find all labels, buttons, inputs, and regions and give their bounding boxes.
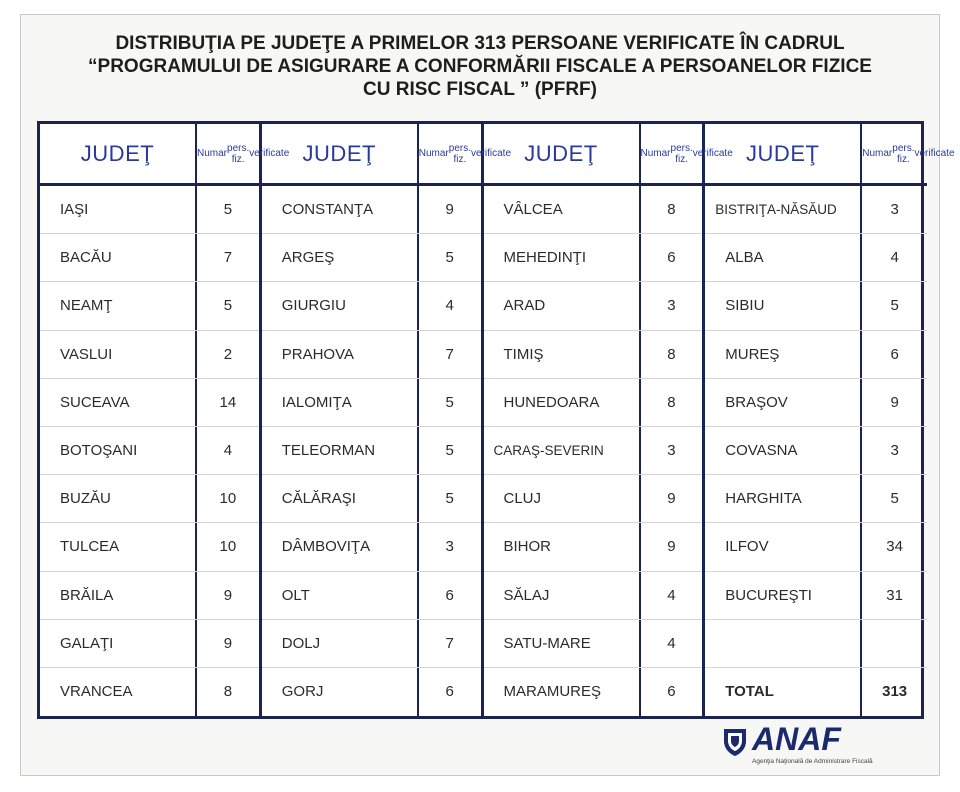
county-name: BIHOR <box>484 523 641 570</box>
county-name: DOLJ <box>262 620 419 667</box>
table-row <box>40 572 259 620</box>
table-row <box>40 475 259 523</box>
verified-count: 4 <box>445 297 454 315</box>
verified-count: 5 <box>445 393 454 411</box>
table-row <box>705 427 927 475</box>
county-name: BOTOŞANI <box>40 427 197 474</box>
group-rows <box>484 186 703 716</box>
verified-count: 5 <box>890 297 899 315</box>
county-name: GIURGIU <box>262 282 419 329</box>
county-name: BUZĂU <box>40 475 197 522</box>
group-header <box>40 124 290 186</box>
table-row <box>705 475 927 523</box>
table-row <box>705 234 927 282</box>
table-row <box>262 620 481 668</box>
verified-count: 6 <box>890 345 899 363</box>
table-row <box>484 668 703 716</box>
county-name: SATU-MARE <box>484 620 641 667</box>
county-name: CARAŞ-SEVERIN <box>484 427 641 474</box>
county-name: TULCEA <box>40 523 197 570</box>
verified-count: 8 <box>667 201 676 219</box>
verified-count: 6 <box>667 249 676 267</box>
verified-count: 9 <box>223 634 233 652</box>
count-header-line: verificate <box>692 148 733 159</box>
count-header-line: Numar <box>418 148 449 159</box>
verified-count: 7 <box>223 249 233 267</box>
verified-count: 6 <box>445 683 454 701</box>
verified-count: 8 <box>667 345 676 363</box>
verified-count <box>862 620 927 667</box>
county-name: NEAMŢ <box>40 282 197 329</box>
county-column-header: JUDEŢ <box>484 124 641 183</box>
county-name: BRĂILA <box>40 572 197 619</box>
county-name: ARGEŞ <box>262 234 419 281</box>
count-header-line: Numar <box>862 148 893 159</box>
county-name: DÂMBOVIŢA <box>262 523 419 570</box>
table-group-4 <box>705 124 955 716</box>
table-group-1 <box>40 124 290 716</box>
group-header <box>484 124 733 186</box>
table-row <box>40 620 259 668</box>
table-row <box>705 668 927 716</box>
verified-count: 9 <box>667 490 676 508</box>
verified-count: 14 <box>219 393 237 411</box>
verified-count: 4 <box>667 634 676 652</box>
verified-count: 3 <box>445 538 454 556</box>
table-row <box>484 186 703 234</box>
table-row <box>40 234 259 282</box>
table-row <box>40 282 259 330</box>
document-title <box>40 32 920 101</box>
verified-count: 10 <box>219 538 237 556</box>
table-row <box>705 282 927 330</box>
table-row <box>705 523 927 571</box>
verified-count: 9 <box>223 586 233 604</box>
group-header <box>705 124 955 186</box>
table-group-2 <box>262 124 512 716</box>
county-name: BACĂU <box>40 234 197 281</box>
anaf-logo-text: ANAF <box>752 721 841 757</box>
county-name: VRANCEA <box>40 668 197 716</box>
county-name: BISTRIŢA-NĂSĂUD <box>705 186 862 233</box>
count-header-line: pers. fiz. <box>227 142 250 165</box>
table-row <box>484 331 703 379</box>
table-row <box>262 379 481 427</box>
anaf-logo-subtitle: Agenţia Naţională de Administrare Fiscală <box>752 758 873 765</box>
county-name: VÂLCEA <box>484 186 641 233</box>
verified-count: 4 <box>667 586 676 604</box>
table-row <box>40 379 259 427</box>
table-group-3 <box>484 124 733 716</box>
county-name: SIBIU <box>705 282 862 329</box>
county-name: TIMIŞ <box>484 331 641 378</box>
county-name: TELEORMAN <box>262 427 419 474</box>
table-row <box>262 186 481 234</box>
table-row <box>262 331 481 379</box>
county-name: CĂLĂRAŞI <box>262 475 419 522</box>
count-header-line: verificate <box>914 148 955 159</box>
table-row <box>262 427 481 475</box>
verified-count: 5 <box>890 490 899 508</box>
verified-count: 4 <box>223 442 233 460</box>
county-name: HUNEDOARA <box>484 379 641 426</box>
county-name: IAŞI <box>40 186 197 233</box>
table-row <box>262 572 481 620</box>
verified-count: 8 <box>223 683 233 701</box>
county-name: BUCUREŞTI <box>705 572 862 619</box>
table-row <box>484 572 703 620</box>
county-name: IALOMIŢA <box>262 379 419 426</box>
title-line-3: CU RISC FISCAL ” (PFRF) <box>363 79 597 100</box>
table-row <box>484 475 703 523</box>
county-name: SUCEAVA <box>40 379 197 426</box>
group-rows <box>40 186 259 716</box>
verified-count: 4 <box>890 249 899 267</box>
verified-count: 34 <box>886 538 903 556</box>
county-name: VASLUI <box>40 331 197 378</box>
count-header-line: Numar <box>197 148 228 159</box>
county-name: MEHEDINŢI <box>484 234 641 281</box>
county-name: GORJ <box>262 668 419 716</box>
total-label: TOTAL <box>705 668 862 716</box>
table-row <box>705 331 927 379</box>
county-name: ARAD <box>484 282 641 329</box>
count-header-line: pers. fiz. <box>892 142 915 165</box>
table-row <box>40 427 259 475</box>
county-distribution-table <box>37 121 955 719</box>
group-rows <box>705 186 927 716</box>
total-count: 313 <box>882 683 908 701</box>
anaf-shield-icon <box>722 727 748 757</box>
county-name: COVASNA <box>705 427 862 474</box>
county-name: ALBA <box>705 234 862 281</box>
county-name: SĂLAJ <box>484 572 641 619</box>
verified-count: 9 <box>667 538 676 556</box>
verified-count: 3 <box>667 297 676 315</box>
verified-count: 5 <box>223 201 233 219</box>
table-row <box>484 523 703 571</box>
county-name: PRAHOVA <box>262 331 419 378</box>
table-row <box>705 572 927 620</box>
table-row <box>484 234 703 282</box>
table-row <box>262 475 481 523</box>
count-header-line: verificate <box>471 148 512 159</box>
county-column-header: JUDEŢ <box>262 124 419 183</box>
county-name: MUREŞ <box>705 331 862 378</box>
table-row <box>705 620 927 668</box>
table-row <box>262 282 481 330</box>
count-header-line: pers. fiz. <box>448 142 471 165</box>
verified-count: 3 <box>890 442 899 460</box>
county-name: CLUJ <box>484 475 641 522</box>
county-name: HARGHITA <box>705 475 862 522</box>
county-column-header: JUDEŢ <box>705 124 862 183</box>
county-name: GALAŢI <box>40 620 197 667</box>
verified-count: 2 <box>223 345 233 363</box>
group-header <box>262 124 512 186</box>
verified-count: 7 <box>445 634 454 652</box>
anaf-logo <box>722 721 892 773</box>
verified-count: 10 <box>219 490 237 508</box>
county-name: BRAŞOV <box>705 379 862 426</box>
table-row <box>40 186 259 234</box>
table-row <box>262 668 481 716</box>
county-column-header: JUDEŢ <box>40 124 197 183</box>
verified-count: 3 <box>890 201 899 219</box>
verified-count: 31 <box>886 586 903 604</box>
county-name <box>705 620 862 667</box>
table-row <box>705 379 927 427</box>
count-header-line: pers. fiz. <box>670 142 693 165</box>
table-row <box>40 331 259 379</box>
table-row <box>262 523 481 571</box>
county-name: MARAMUREŞ <box>484 668 641 716</box>
verified-count: 5 <box>445 490 454 508</box>
verified-count: 8 <box>667 393 676 411</box>
county-name: CONSTANŢA <box>262 186 419 233</box>
verified-count: 9 <box>890 393 899 411</box>
verified-count: 3 <box>667 442 676 460</box>
table-row <box>705 186 927 234</box>
count-header-line: verificate <box>249 148 290 159</box>
title-line-2: “PROGRAMULUI DE ASIGURARE A CONFORMĂRII FISCALE A PERSOANELOR FIZICE <box>88 56 872 77</box>
table-row <box>40 668 259 716</box>
table-row <box>262 234 481 282</box>
table-row <box>40 523 259 571</box>
table-row <box>484 620 703 668</box>
verified-count: 9 <box>445 201 454 219</box>
verified-count: 6 <box>667 683 676 701</box>
count-column-header <box>862 124 954 183</box>
verified-count: 7 <box>445 345 454 363</box>
verified-count: 5 <box>445 442 454 460</box>
verified-count: 5 <box>445 249 454 267</box>
verified-count: 5 <box>223 297 233 315</box>
table-row <box>484 379 703 427</box>
count-header-line: Numar <box>640 148 671 159</box>
county-name: ILFOV <box>705 523 862 570</box>
group-rows <box>262 186 481 716</box>
verified-count: 6 <box>445 586 454 604</box>
title-line-1: DISTRIBUŢIA PE JUDEŢE A PRIMELOR 313 PERSOANE VERIFICATE ÎN CADRUL <box>115 33 845 54</box>
table-row <box>484 427 703 475</box>
table-row <box>484 282 703 330</box>
county-name: OLT <box>262 572 419 619</box>
